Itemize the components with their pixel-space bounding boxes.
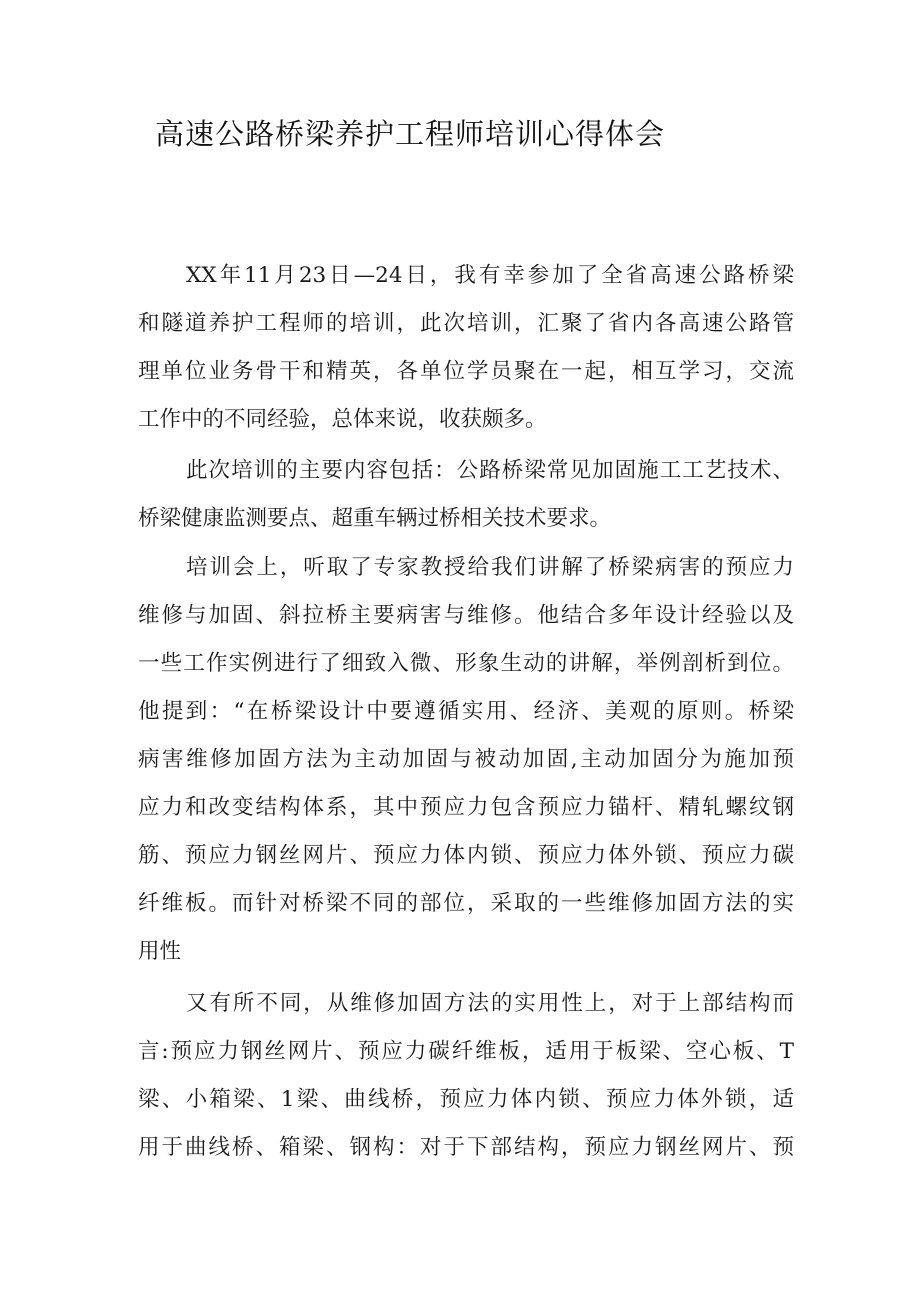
paragraph-line: 又有所不同，从维修加固方法的实用性上，对于上部结构而 xyxy=(186,991,794,1016)
paragraph-line: 用性 xyxy=(138,939,182,964)
paragraph-line: 此次培训的主要内容包括：公路桥梁常见加固施工工艺技术、 xyxy=(186,458,794,483)
paragraph-line: 他提到：“在桥梁设计中要遵循实用、经济、美观的原则。桥梁 xyxy=(138,699,794,724)
paragraph-line: 病害维修加固方法为主动加固与被动加固,主动加固分为施加预 xyxy=(138,747,794,772)
paragraph-line: 纤维板。而针对桥梁不同的部位，采取的一些维修加固方法的实 xyxy=(138,891,794,916)
paragraph-line: 一些工作实例进行了细致入微、形象生动的讲解，举例剖析到位。 xyxy=(138,651,794,676)
paragraph-line: XX年11月23日—24日，我有幸参加了全省高速公路桥梁 xyxy=(186,263,794,288)
paragraph-line: 理单位业务骨干和精英，各单位学员聚在一起，相互学习，交流 xyxy=(138,359,794,384)
paragraph-line: 筋、预应力钢丝网片、预应力体内锁、预应力体外锁、预应力碳 xyxy=(138,843,794,868)
paragraph-line: 应力和改变结构体系，其中预应力包含预应力锚杆、精轧螺纹钢 xyxy=(138,795,794,820)
paragraph-line: 维修与加固、斜拉桥主要病害与维修。他结合多年设计经验以及 xyxy=(138,603,794,628)
paragraph-line: 言:预应力钢丝网片、预应力碳纤维板，适用于板梁、空心板、T xyxy=(138,1039,794,1064)
document-title: 高速公路桥梁养护工程师培训心得体会 xyxy=(155,117,666,151)
paragraph-line: 桥梁健康监测要点、超重车辆过桥相关技术要求。 xyxy=(138,506,612,531)
paragraph-line: 和隧道养护工程师的培训，此次培训，汇聚了省内各高速公路管 xyxy=(138,311,794,336)
paragraph-line: 梁、小箱梁、1梁、曲线桥，预应力体内锁、预应力体外锁，适 xyxy=(138,1087,794,1112)
paragraph-line: 用于曲线桥、箱梁、钢构：对于下部结构，预应力钢丝网片、预 xyxy=(138,1135,794,1160)
paragraph-line: 工作中的不同经验，总体来说，收获颇多。 xyxy=(138,407,547,432)
paragraph-line: 培训会上，听取了专家教授给我们讲解了桥梁病害的预应力 xyxy=(186,555,794,580)
